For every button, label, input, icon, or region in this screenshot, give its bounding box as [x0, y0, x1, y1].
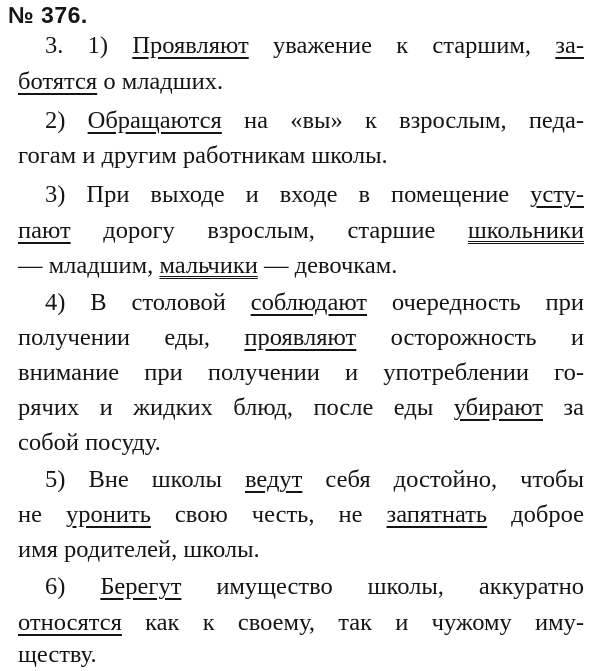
- underlined-predicate: убирают: [453, 394, 544, 421]
- text-segment: имущество школы, аккуратно: [181, 573, 584, 600]
- text-segment: осторожность и: [356, 324, 584, 351]
- text-segment: ществу.: [18, 641, 97, 668]
- text-line: [18, 427, 584, 459]
- underlined-predicate: Проявляют: [132, 32, 249, 59]
- text-line: [18, 322, 584, 354]
- text-segment: на «вы» к взрослым, педа-: [221, 107, 584, 134]
- underlined-predicate: Берегут: [100, 573, 182, 600]
- text-segment: — младшим,: [18, 252, 160, 279]
- text-segment: очередность при: [367, 289, 584, 316]
- text-segment: получении еды,: [18, 324, 245, 351]
- text-segment: себя достойно, чтобы: [302, 466, 584, 493]
- underlined-predicate: за-: [555, 32, 584, 59]
- text-line: [45, 571, 584, 603]
- text-segment: гогам и другим работникам школы.: [18, 142, 388, 169]
- underlined-predicate: пают: [18, 217, 71, 244]
- text-line: [18, 250, 584, 282]
- text-segment: рячих и жидких блюд, после еды: [18, 394, 454, 421]
- text-segment: 2): [45, 107, 88, 134]
- text-line: [18, 639, 584, 671]
- text-segment: собой посуду.: [18, 429, 161, 456]
- underlined-predicate: Обращаются: [87, 107, 222, 134]
- double-underlined-subject: мальчики: [159, 252, 258, 279]
- text-segment: имя родителей, школы.: [18, 536, 260, 563]
- text-segment: 3. 1): [45, 32, 133, 59]
- underlined-predicate: соблюдают: [250, 289, 368, 316]
- double-underlined-subject: школьники: [467, 217, 584, 244]
- text-segment: доброе: [487, 501, 584, 528]
- exercise-number: № 376.: [8, 2, 88, 28]
- text-line: [45, 287, 584, 319]
- text-line: [45, 179, 584, 211]
- text-segment: дорогу взрослым, старшие: [70, 217, 468, 244]
- text-segment: уважение к старшим,: [248, 32, 556, 59]
- text-segment: не: [18, 501, 67, 528]
- text-segment: внимание при получении и употреблении го-: [18, 359, 584, 386]
- underlined-predicate: ведут: [244, 466, 303, 493]
- text-segment: 6): [45, 573, 101, 600]
- text-line: [18, 392, 584, 424]
- underlined-predicate: относятся: [18, 609, 122, 636]
- text-segment: за: [543, 394, 584, 421]
- text-line: [18, 607, 584, 639]
- text-segment: как к своему, так и чужому иму-: [121, 609, 584, 636]
- text-segment: 3) При выходе и входе в помещение: [45, 181, 531, 208]
- text-line: [18, 215, 584, 247]
- underlined-predicate: усту-: [530, 181, 584, 208]
- underlined-predicate: проявляют: [244, 324, 357, 351]
- text-segment: — девочкам.: [257, 252, 398, 279]
- text-segment: о младших.: [97, 68, 224, 95]
- text-line: [18, 66, 584, 98]
- text-line: [18, 499, 584, 531]
- text-line: [18, 140, 584, 172]
- underlined-predicate: ботятся: [18, 68, 98, 95]
- text-line: [45, 464, 584, 496]
- text-line: [18, 534, 584, 566]
- text-segment: 4) В столовой: [45, 289, 251, 316]
- text-segment: 5) Вне школы: [45, 466, 245, 493]
- underlined-predicate: уронить: [66, 501, 151, 528]
- text-line: [45, 30, 584, 62]
- text-segment: свою честь, не: [150, 501, 387, 528]
- text-line: [45, 105, 584, 137]
- text-line: [18, 357, 584, 389]
- underlined-predicate: запятнать: [386, 501, 488, 528]
